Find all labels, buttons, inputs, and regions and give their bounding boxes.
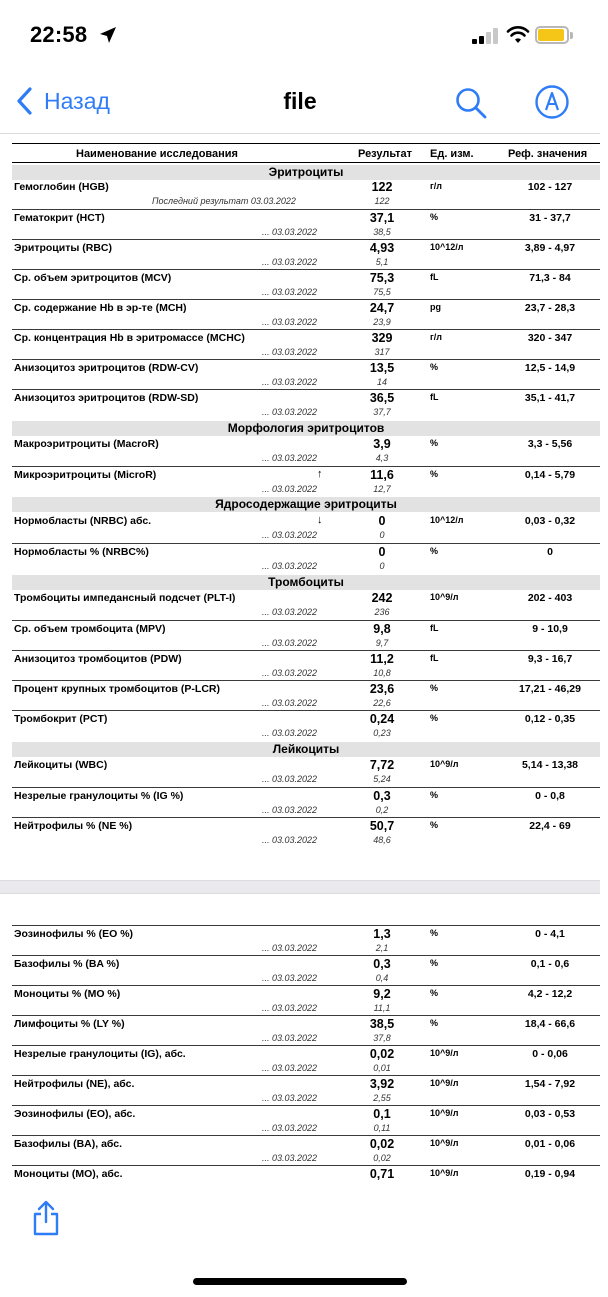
cellular-signal-icon [472, 28, 500, 44]
result-value: 9,2 [373, 987, 391, 1001]
markup-icon[interactable] [534, 84, 570, 120]
previous-date: ... 03.03.2022 [262, 407, 318, 417]
unit: 10^9/л [430, 1078, 459, 1088]
result-value: 13,5 [369, 361, 395, 375]
reference-range: 9 - 10,9 [532, 623, 568, 635]
result-value: 0,71 [369, 1167, 395, 1181]
result-value: 3,92 [369, 1077, 395, 1091]
test-name: Анизоцитоз эритроцитов (RDW-CV) [14, 362, 199, 374]
reference-range: 1,54 - 7,92 [524, 1078, 576, 1090]
reference-range: 3,89 - 4,97 [524, 242, 576, 254]
table-row [12, 269, 600, 299]
table-row [12, 209, 600, 239]
deviation-arrow-icon: ↓ [317, 514, 323, 526]
test-name: Лимфоциты % (LY %) [14, 1018, 125, 1030]
previous-date: ... 03.03.2022 [262, 638, 318, 648]
result-value: 23,6 [369, 682, 395, 696]
previous-value: 37,7 [373, 407, 391, 417]
test-name: Эритроциты (RBC) [14, 242, 112, 254]
reference-range: 17,21 - 46,29 [519, 683, 581, 695]
result-value: 1,3 [373, 927, 391, 941]
reference-range: 3,3 - 5,56 [527, 438, 573, 450]
header-unit: Ед. изм. [430, 148, 474, 160]
header-name: Наименование исследования [76, 148, 238, 160]
previous-date: ... 03.03.2022 [262, 698, 318, 708]
previous-date: ... 03.03.2022 [262, 774, 318, 784]
test-name: Ср. объем тромбоцита (MPV) [14, 623, 166, 635]
result-value: 75,3 [369, 271, 395, 285]
result-value: 7,72 [369, 758, 395, 772]
table-row [12, 757, 600, 787]
test-name: Моноциты % (MO %) [14, 988, 121, 1000]
reference-range: 0 [547, 546, 553, 558]
reference-range: 23,7 - 28,3 [524, 302, 576, 314]
section-erythrocytes: Эритроциты [12, 165, 600, 180]
share-icon[interactable] [31, 1200, 61, 1236]
header-result: Результат [358, 148, 413, 160]
result-value: 11,2 [370, 652, 394, 666]
result-value: 36,5 [369, 391, 395, 405]
result-value: 4,93 [369, 241, 395, 255]
result-value: 242 [371, 591, 393, 605]
location-arrow-icon [99, 26, 117, 44]
previous-value: 2,55 [373, 1093, 391, 1103]
previous-date: ... 03.03.2022 [262, 607, 318, 617]
unit: 10^12/л [430, 242, 464, 252]
table-row [12, 680, 600, 710]
table-row [12, 436, 600, 466]
previous-value: 14 [376, 377, 387, 387]
previous-date: ... 03.03.2022 [262, 1123, 318, 1133]
result-value: 0,24 [369, 712, 395, 726]
result-value: 0,1 [373, 1107, 391, 1121]
test-name: Ср. содержание Hb в эр-те (MCH) [14, 302, 187, 314]
test-name: Ср. концентрация Hb в эритромассе (MCHC) [14, 332, 245, 344]
result-value: 0 [378, 545, 386, 559]
table-row [12, 299, 600, 329]
previous-value: 5,1 [375, 257, 389, 267]
page-title: file [283, 88, 317, 114]
table-row [12, 925, 600, 955]
unit: % [430, 438, 439, 448]
unit: % [430, 988, 439, 998]
unit: % [430, 958, 439, 968]
previous-date: ... 03.03.2022 [262, 317, 318, 327]
section-morphology: Морфология эритроцитов [12, 421, 600, 436]
previous-value: 317 [374, 347, 390, 357]
unit: % [430, 790, 439, 800]
previous-value: 236 [374, 607, 390, 617]
table-row [12, 359, 600, 389]
test-name: Тромбокрит (PCT) [14, 713, 108, 725]
reference-range: 320 - 347 [527, 332, 573, 344]
unit: fL [430, 392, 439, 402]
unit: fL [430, 623, 439, 633]
previous-date: ... 03.03.2022 [262, 835, 318, 845]
unit: 10^9/л [430, 1108, 459, 1118]
result-value: 37,1 [369, 211, 395, 225]
test-name: Гематокрит (HCT) [14, 212, 105, 224]
previous-value: 38,5 [373, 227, 391, 237]
test-name: Эозинофилы % (EO %) [14, 928, 134, 940]
result-value: 0,02 [369, 1047, 395, 1061]
unit: % [430, 928, 439, 938]
table-row [12, 1075, 600, 1105]
test-name: Базофилы (BA), абс. [14, 1138, 123, 1150]
table-row [12, 787, 600, 817]
test-name: Незрелые гранулоциты % (IG %) [14, 790, 184, 802]
result-value: 122 [371, 180, 393, 194]
previous-date: ... 03.03.2022 [262, 1153, 318, 1163]
table-row [12, 1105, 600, 1135]
previous-date: ... 03.03.2022 [262, 1063, 318, 1073]
unit: г/л [430, 332, 442, 342]
table-row [12, 239, 600, 269]
result-value: 9,8 [373, 622, 391, 636]
previous-date: ... 03.03.2022 [262, 1093, 318, 1103]
reference-range: 0,03 - 0,53 [524, 1108, 576, 1120]
unit: fL [430, 653, 439, 663]
test-name: Ср. объем эритроцитов (MCV) [14, 272, 172, 284]
previous-date: ... 03.03.2022 [262, 805, 318, 815]
reference-range: 22,4 - 69 [529, 820, 571, 832]
section-nuclear-rbc: Ядросодержащие эритроциты [12, 497, 600, 512]
test-name: Нейтрофилы (NE), абс. [14, 1078, 135, 1090]
document-page-1 [0, 135, 600, 880]
previous-value: 0 [379, 530, 385, 540]
status-bar [0, 0, 600, 70]
battery-cap [570, 32, 573, 39]
table-row [12, 1015, 600, 1045]
unit: 10^9/л [430, 592, 459, 602]
table-row [12, 513, 600, 543]
previous-date: ... 03.03.2022 [262, 227, 318, 237]
table-header [12, 143, 600, 163]
result-value: 0,3 [373, 957, 391, 971]
previous-date: ... 03.03.2022 [262, 1033, 318, 1043]
result-value: 0 [378, 514, 386, 528]
table-row [12, 389, 600, 419]
test-name: Базофилы % (BA %) [14, 958, 120, 970]
navigation-bar [0, 70, 600, 134]
previous-value: 0,02 [373, 1153, 391, 1163]
reference-range: 0 - 0,8 [535, 790, 565, 802]
test-name: Лейкоциты (WBC) [14, 759, 108, 771]
back-label: Назад [44, 87, 110, 114]
reference-range: 71,3 - 84 [529, 272, 571, 284]
test-name: Моноциты (MO), абс. [14, 1168, 123, 1180]
header-ref: Реф. значения [508, 148, 588, 160]
wifi-icon [506, 25, 530, 45]
reference-range: 0,19 - 0,94 [524, 1168, 576, 1180]
result-value: 3,9 [373, 437, 391, 451]
previous-date: ... 03.03.2022 [262, 257, 318, 267]
unit: г/л [430, 181, 442, 191]
test-name: Анизоцитоз тромбоцитов (PDW) [14, 653, 182, 665]
unit: 10^9/л [430, 1048, 459, 1058]
previous-date: ... 03.03.2022 [262, 728, 318, 738]
unit: % [430, 820, 439, 830]
unit: 10^9/л [430, 1138, 459, 1148]
table-row [12, 590, 600, 620]
previous-value: 37,8 [373, 1033, 391, 1043]
reference-range: 0,14 - 5,79 [524, 469, 576, 481]
test-name: Гемоглобин (HGB) [14, 181, 109, 193]
test-name: Незрелые гранулоциты (IG), абс. [14, 1048, 186, 1060]
unit: % [430, 362, 439, 372]
unit: % [430, 212, 439, 222]
table-row [12, 650, 600, 680]
reference-range: 202 - 403 [527, 592, 573, 604]
test-name: Нормобласты (NRBC) абс. [14, 515, 152, 527]
result-value: 50,7 [369, 819, 395, 833]
unit: % [430, 1018, 439, 1028]
result-value: 24,7 [369, 301, 395, 315]
status-time: 22:58 [30, 22, 88, 47]
reference-range: 0 - 4,1 [535, 928, 565, 940]
test-name: Нормобласты % (NRBC%) [14, 546, 149, 558]
table-row [12, 329, 600, 359]
table-row [12, 620, 600, 650]
unit: % [430, 469, 439, 479]
unit: % [430, 713, 439, 723]
previous-date: Последний результат 03.03.2022 [152, 196, 296, 206]
unit: % [430, 683, 439, 693]
table-row [12, 1045, 600, 1075]
deviation-arrow-icon: ↑ [317, 468, 323, 480]
reference-range: 0,01 - 0,06 [524, 1138, 576, 1150]
test-name: Нейтрофилы % (NE %) [14, 820, 133, 832]
reference-range: 35,1 - 41,7 [524, 392, 576, 404]
previous-date: ... 03.03.2022 [262, 668, 318, 678]
result-value: 329 [371, 331, 393, 345]
previous-date: ... 03.03.2022 [262, 530, 318, 540]
test-name: Процент крупных тромбоцитов (P-LCR) [14, 683, 220, 695]
previous-value: 75,5 [373, 287, 391, 297]
previous-value: 9,7 [375, 638, 389, 648]
previous-date: ... 03.03.2022 [262, 347, 318, 357]
unit: fL [430, 272, 439, 282]
previous-date: ... 03.03.2022 [262, 943, 318, 953]
table-row [12, 985, 600, 1015]
test-name: Макроэритроциты (MacroR) [14, 438, 159, 450]
result-value: 0,02 [369, 1137, 395, 1151]
previous-date: ... 03.03.2022 [262, 1003, 318, 1013]
reference-range: 0 - 0,06 [532, 1048, 568, 1060]
reference-range: 4,2 - 12,2 [527, 988, 573, 1000]
reference-range: 5,14 - 13,38 [521, 759, 579, 771]
previous-value: 0 [379, 561, 385, 571]
previous-date: ... 03.03.2022 [262, 453, 318, 463]
result-value: 11,6 [370, 468, 394, 482]
reference-range: 18,4 - 66,6 [524, 1018, 576, 1030]
table-row [12, 179, 600, 209]
reference-range: 12,5 - 14,9 [524, 362, 576, 374]
previous-value: 0,11 [373, 1123, 391, 1133]
table-row [12, 1165, 600, 1195]
reference-range: 0,12 - 0,35 [524, 713, 576, 725]
table-row [12, 1135, 600, 1165]
previous-value: 12,7 [373, 484, 391, 494]
table-row [12, 543, 600, 573]
unit: 10^9/л [430, 759, 459, 769]
previous-value: 0,23 [373, 728, 391, 738]
previous-value: 23,9 [373, 317, 391, 327]
table-row [12, 466, 600, 496]
reference-range: 0,03 - 0,32 [524, 515, 576, 527]
unit: 10^12/л [430, 515, 464, 525]
test-name: Микроэритроциты (MicroR) [14, 469, 157, 481]
previous-value: 22,6 [373, 698, 391, 708]
previous-value: 48,6 [373, 835, 391, 845]
previous-date: ... 03.03.2022 [262, 484, 318, 494]
reference-range: 31 - 37,7 [529, 212, 571, 224]
test-name: Анизоцитоз эритроцитов (RDW-SD) [14, 392, 199, 404]
previous-value: 122 [374, 196, 390, 206]
test-name: Тромбоциты импедансный подсчет (PLT-I) [14, 592, 236, 604]
previous-value: 10,8 [373, 668, 391, 678]
unit: 10^9/л [430, 1168, 459, 1178]
table-row [12, 955, 600, 985]
table-row [12, 710, 600, 740]
reference-range: 102 - 127 [527, 181, 573, 193]
test-name: Эозинофилы (EO), абс. [14, 1108, 136, 1120]
section-platelets: Тромбоциты [12, 575, 600, 590]
previous-date: ... 03.03.2022 [262, 973, 318, 983]
previous-value: 0,2 [375, 805, 389, 815]
unit: pg [430, 302, 441, 312]
previous-date: ... 03.03.2022 [262, 287, 318, 297]
reference-range: 0,1 - 0,6 [530, 958, 570, 970]
previous-date: ... 03.03.2022 [262, 561, 318, 571]
previous-value: 2,1 [375, 943, 389, 953]
document-page-2 [0, 894, 600, 1181]
table-row [12, 817, 600, 847]
result-value: 0,3 [373, 789, 391, 803]
page-separator [0, 880, 600, 894]
previous-value: 5,24 [373, 774, 391, 784]
previous-value: 4,3 [375, 453, 389, 463]
previous-value: 0,4 [375, 973, 389, 983]
previous-value: 11,1 [373, 1003, 391, 1013]
result-value: 38,5 [369, 1017, 395, 1031]
search-icon[interactable] [454, 86, 488, 120]
previous-date: ... 03.03.2022 [262, 377, 318, 387]
unit: % [430, 546, 439, 556]
battery-icon [535, 26, 569, 44]
reference-range: 9,3 - 16,7 [527, 653, 573, 665]
home-indicator[interactable] [193, 1278, 407, 1285]
section-leukocytes: Лейкоциты [12, 742, 600, 757]
previous-value: 0,01 [373, 1063, 391, 1073]
